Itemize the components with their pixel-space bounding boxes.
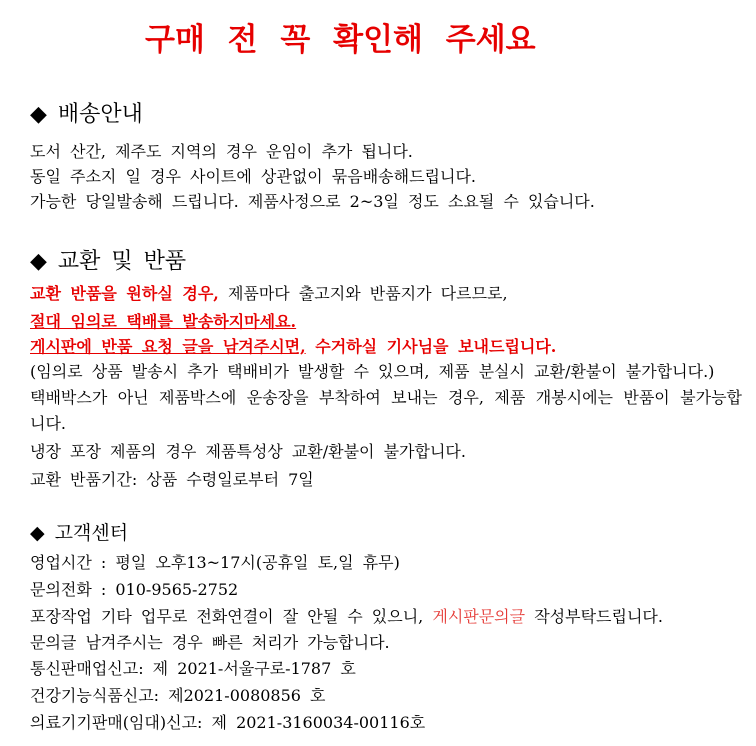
section-heading-shipping: ◆ 배송안내 xyxy=(30,102,143,127)
exchange-line: 교환 반품기간: 상품 수령일로부터 7일 xyxy=(30,470,314,489)
business-hours: 영업시간 : 평일 오후13~17시(공휴일 토,일 휴무) xyxy=(30,553,400,572)
exchange-line: 택배박스가 아닌 제품박스에 운송장을 부착하여 보내는 경우, 제품 개봉시에는 반품이 불가능합니다. xyxy=(30,388,742,433)
registration-line: 건강기능식품신고: 제2021-0080856 호 xyxy=(30,686,326,705)
board-notice-line xyxy=(30,604,663,630)
exchange-emphasis-text: 교환 반품을 원하실 경우, xyxy=(30,284,219,303)
exchange-request-text: 수거하실 기사님을 보내드립니다. xyxy=(315,337,557,356)
board-notice-text-end: 작성부탁드립니다. xyxy=(534,607,663,626)
section-heading-exchange: ◆ 교환 및 반품 xyxy=(30,249,187,274)
section-heading-customer-center: ◆ 고객센터 xyxy=(30,522,129,544)
exchange-warning-line: 절대 임의로 택배를 발송하지마세요. xyxy=(30,312,297,331)
exchange-notice-text: 제품마다 출고지와 반품지가 다르므로, xyxy=(227,284,508,303)
shipping-line: 동일 주소지 일 경우 사이트에 상관없이 묶음배송해드립니다. xyxy=(30,167,477,186)
exchange-request-line xyxy=(30,334,556,360)
exchange-line: (임의로 상품 발송시 추가 택배비가 발생할 수 있으며, 제품 분실시 교환/환불이 불가합니다.) xyxy=(30,362,715,381)
board-notice-text: 포장작업 기타 업무로 전화연결이 잘 안될 수 있으니, xyxy=(30,607,424,626)
page-title: 구매 전 꼭 확인해 주세요 xyxy=(145,22,536,58)
registration-line: 의료기기판매(임대)신고: 제 2021-3160034-00116호 xyxy=(30,713,426,732)
shipping-line: 도서 산간, 제주도 지역의 경우 운임이 추가 됩니다. xyxy=(30,142,413,161)
registration-line: 통신판매업신고: 제 2021-서울구로-1787 호 xyxy=(30,659,356,678)
board-highlight-text: 게시판문의글 xyxy=(432,607,526,626)
shipping-line: 가능한 당일발송해 드립니다. 제품사정으로 2~3일 정도 소요될 수 있습니다. xyxy=(30,192,595,211)
exchange-line: 냉장 포장 제품의 경우 제품특성상 교환/환불이 불가합니다. xyxy=(30,442,466,461)
exchange-notice-line xyxy=(30,281,508,307)
exchange-request-underlined-text: 게시판에 반품 요청 글을 남겨주시면, xyxy=(30,337,306,356)
contact-phone: 문의전화 : 010-9565-2752 xyxy=(30,580,239,599)
board-benefit-line: 문의글 남겨주시는 경우 빠른 처리가 가능합니다. xyxy=(30,633,390,652)
